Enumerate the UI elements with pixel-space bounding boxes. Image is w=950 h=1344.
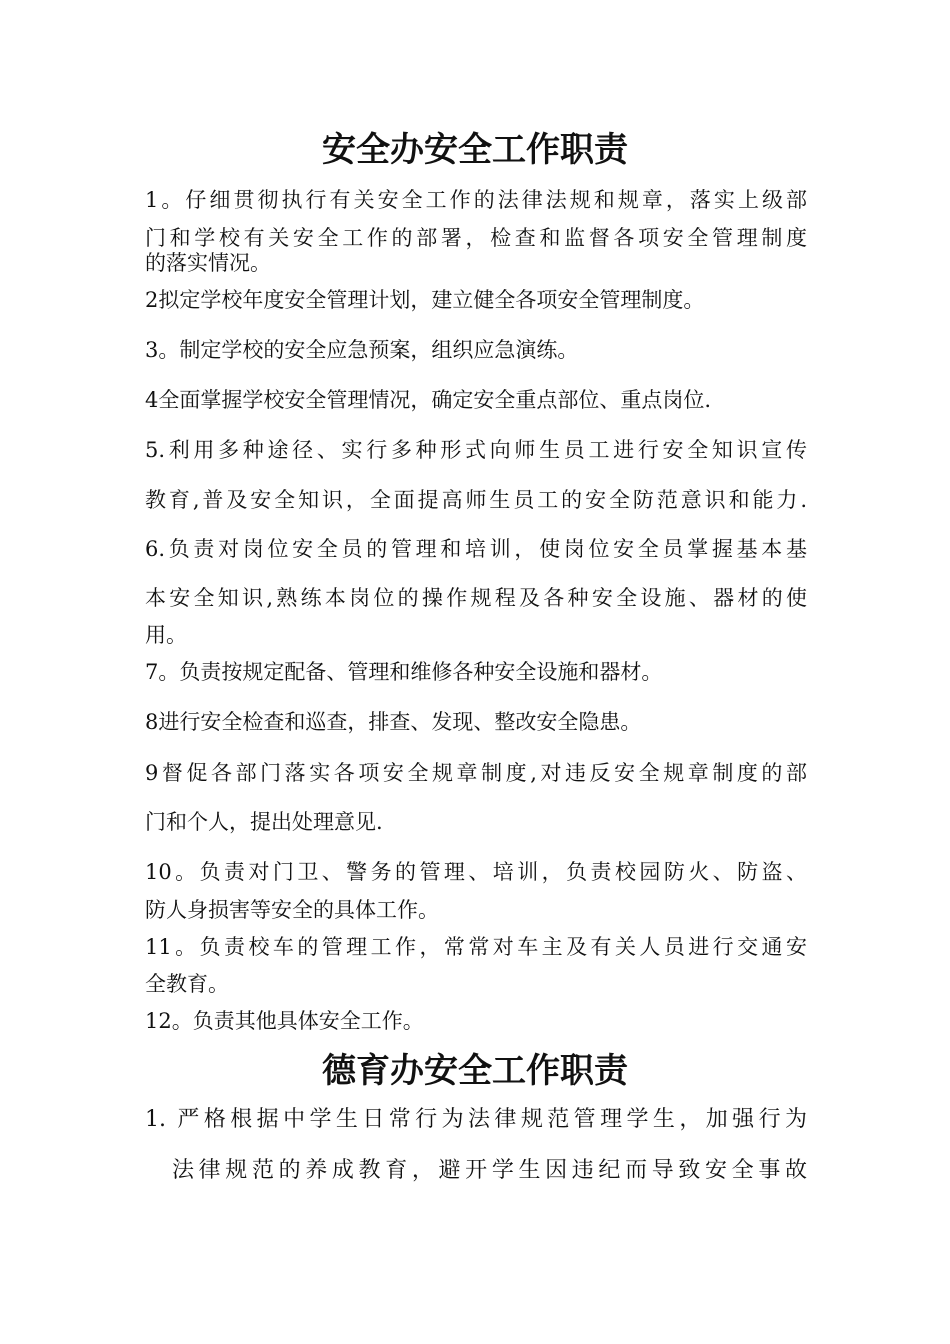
paragraph-line: 门和学校有关安全工作的部署，检查和监督各项安全管理制度 — [145, 226, 807, 250]
paragraph-line: 门和个人，提出处理意见. — [145, 810, 383, 834]
paragraph-line: 的落实情况。 — [145, 251, 271, 275]
paragraph-line: 6.负责对岗位安全员的管理和培训，使岗位安全员掌握基本基 — [145, 537, 807, 561]
paragraph-line: 本安全知识,熟练本岗位的操作规程及各种安全设施、器材的使 — [145, 586, 807, 610]
paragraph-line: 教育,普及安全知识，全面提高师生员工的安全防范意识和能力. — [145, 488, 807, 512]
paragraph-line: 8进行安全检查和巡查，排查、发现、整改安全隐患。 — [145, 710, 642, 734]
paragraph-line: 9督促各部门落实各项安全规章制度,对违反安全规章制度的部 — [145, 761, 807, 785]
paragraph-line: 3。制定学校的安全应急预案，组织应急演练。 — [145, 338, 579, 362]
paragraph-line: 1. 严格根据中学生日常行为法律规范管理学生，加强行为 — [145, 1107, 807, 1132]
paragraph-line: 7。负责按规定配备、管理和维修各种安全设施和器材。 — [145, 660, 663, 684]
paragraph-line: 1。仔细贯彻执行有关安全工作的法律法规和规章，落实上级部 — [145, 188, 807, 212]
section-title-moral-office: 德育办安全工作职责 — [322, 1051, 628, 1091]
paragraph-line: 法律规范的养成教育，避开学生因违纪而导致安全事故 — [172, 1158, 807, 1183]
paragraph-line: 12。负责其他具体安全工作。 — [145, 1009, 424, 1033]
paragraph-line: 5.利用多种途径、实行多种形式向师生员工进行安全知识宣传 — [145, 438, 807, 462]
paragraph-line: 11。负责校车的管理工作，常常对车主及有关人员进行交通安 — [145, 935, 807, 959]
section-title-safety-office: 安全办安全工作职责 — [322, 130, 628, 170]
paragraph-line: 防人身损害等安全的具体工作。 — [145, 898, 439, 922]
paragraph-line: 用。 — [145, 623, 187, 647]
paragraph-line: 全教育。 — [145, 972, 229, 996]
paragraph-line: 2拟定学校年度安全管理计划，建立健全各项安全管理制度。 — [145, 288, 705, 312]
paragraph-line: 10。负责对门卫、警务的管理、培训，负责校园防火、防盗、 — [145, 860, 807, 884]
paragraph-line: 4全面掌握学校安全管理情况，确定安全重点部位、重点岗位. — [145, 388, 712, 412]
